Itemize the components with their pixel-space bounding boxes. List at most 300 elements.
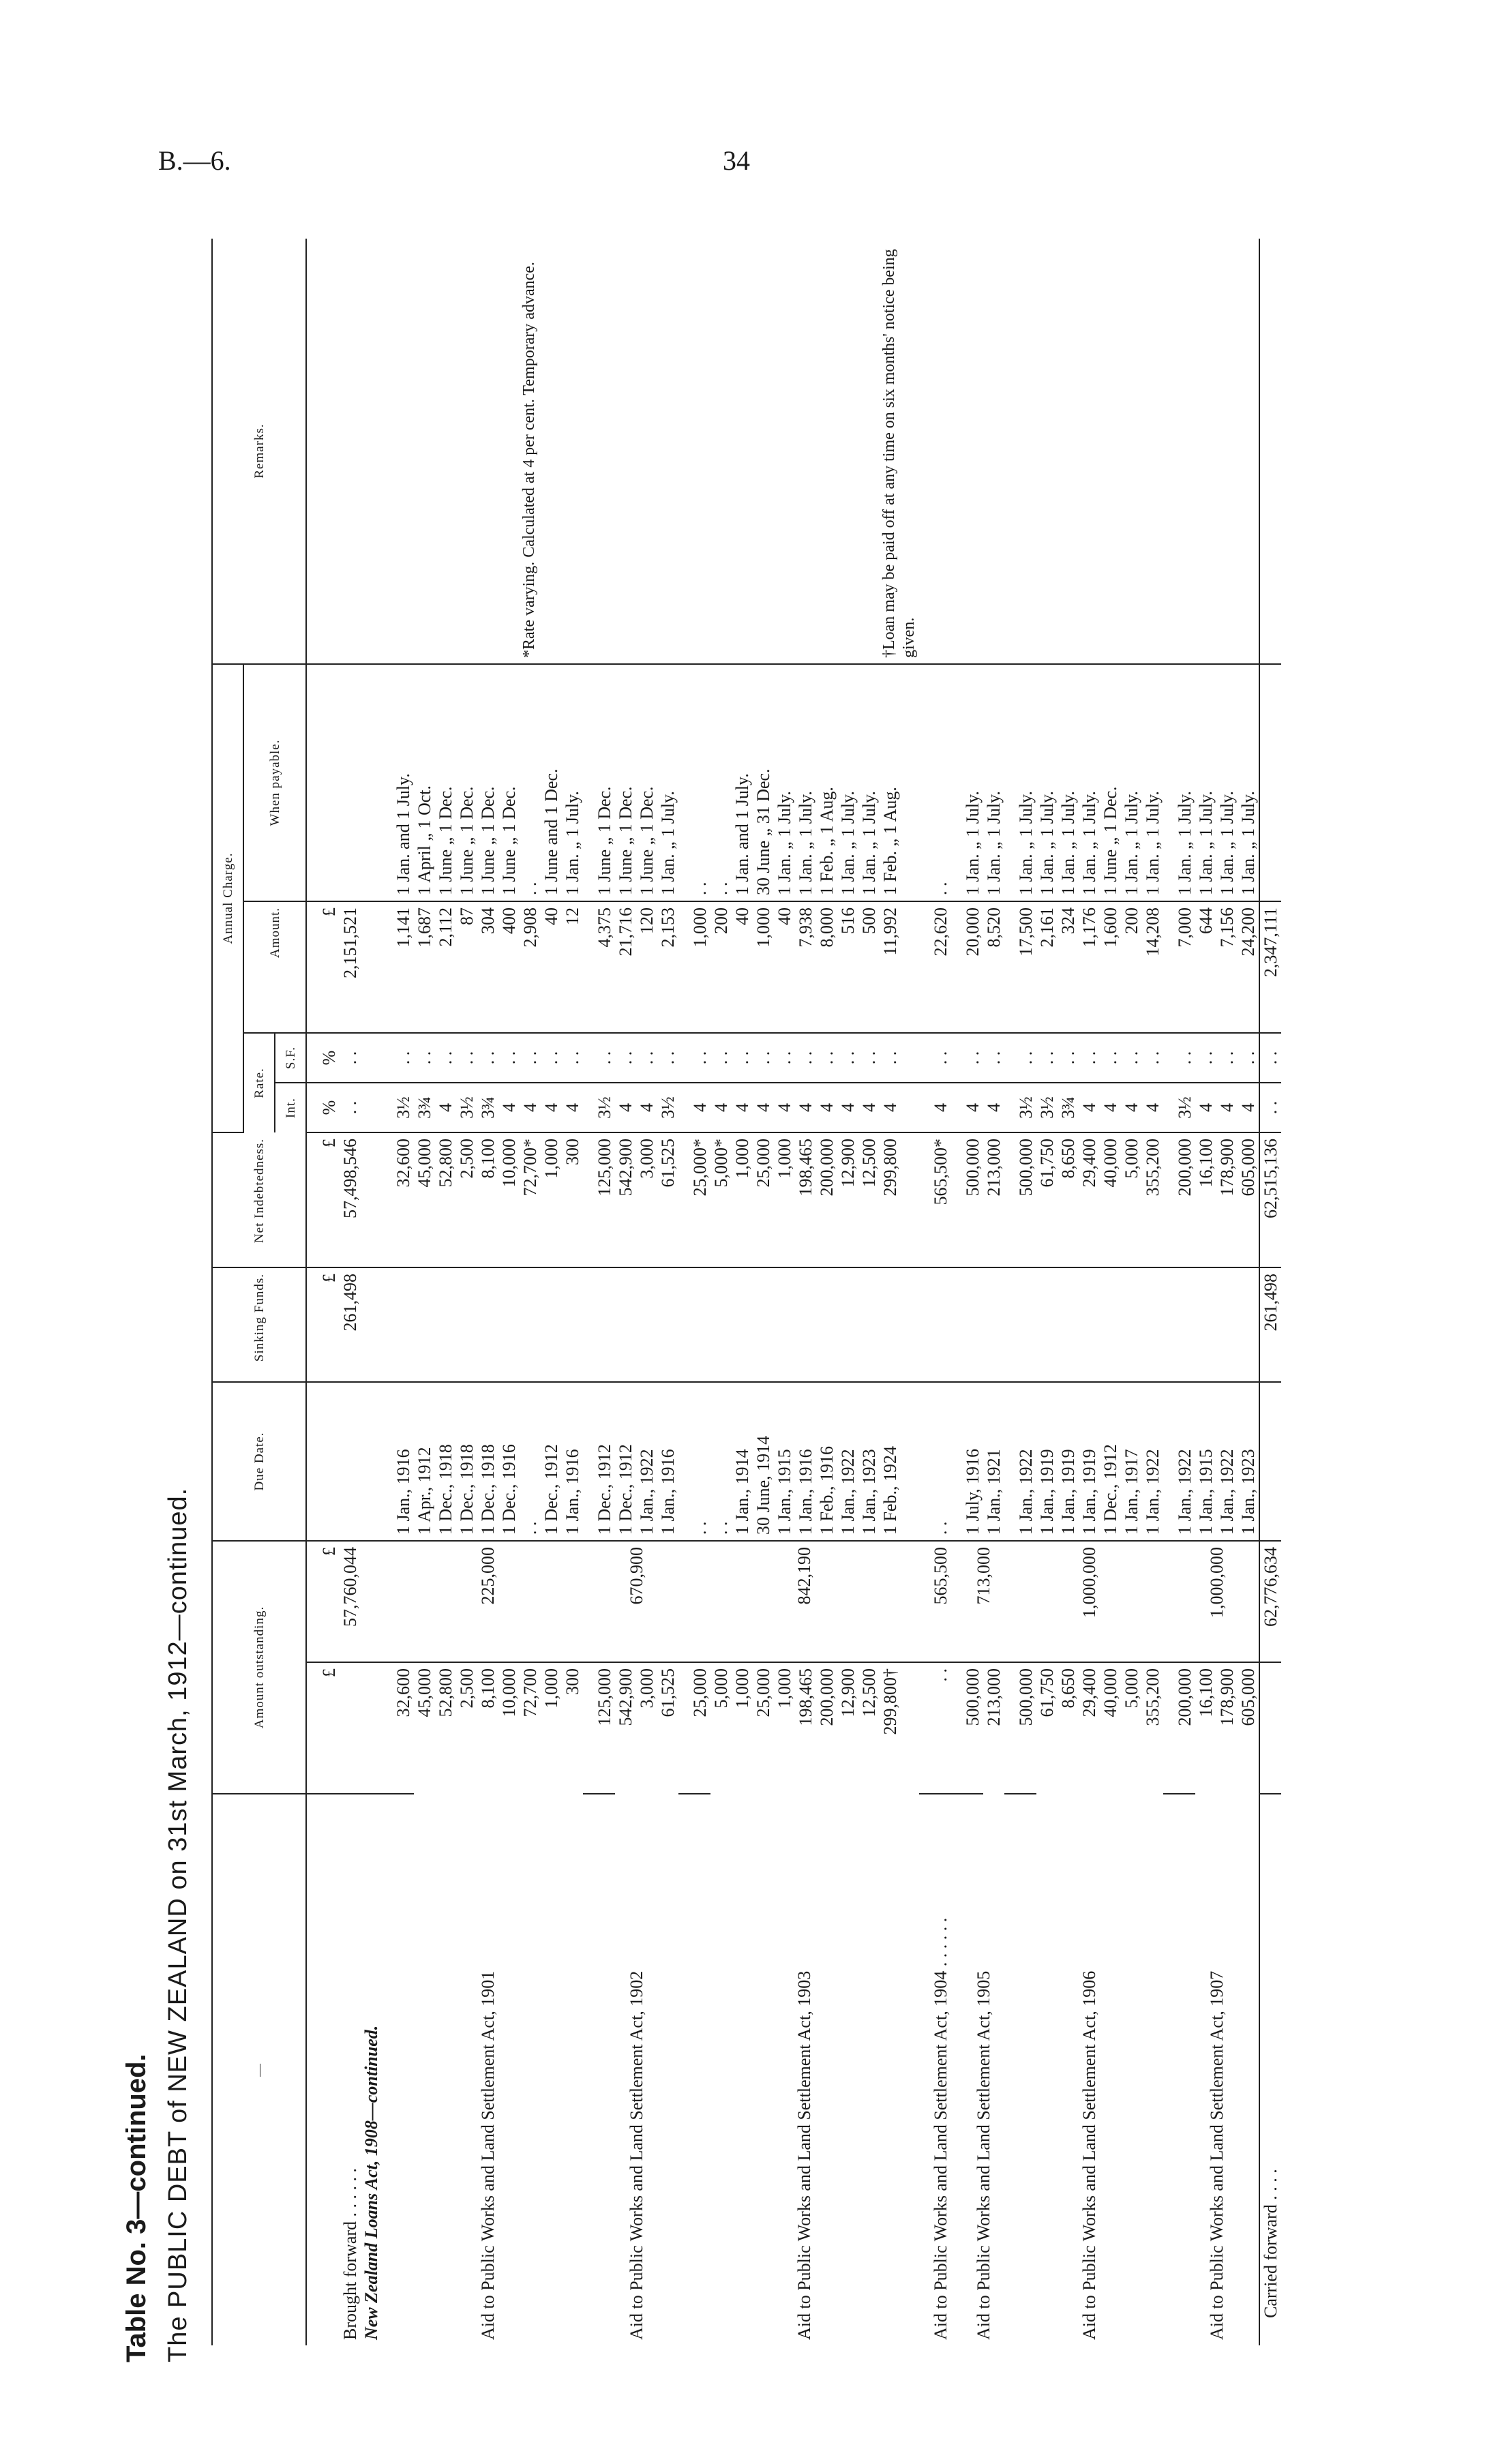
spacer-cell bbox=[583, 901, 594, 1033]
spacer-cell bbox=[1163, 1267, 1174, 1382]
annual-charge: 200 bbox=[710, 901, 732, 1033]
sinking-fund-rate: . . bbox=[1195, 1033, 1216, 1083]
sinking-fund-rate: . . bbox=[816, 1033, 837, 1083]
spacer-cell bbox=[1163, 1033, 1174, 1083]
remark bbox=[1142, 239, 1163, 664]
spacer-cell bbox=[678, 1794, 689, 2345]
loan-amount: 32,600 bbox=[393, 1662, 414, 1794]
interest-rate: 4 bbox=[636, 1083, 657, 1132]
spacer-cell bbox=[1163, 1132, 1174, 1267]
sinking-fund bbox=[562, 1267, 583, 1382]
annual-charge: 304 bbox=[477, 901, 498, 1033]
spacer-cell bbox=[382, 664, 393, 901]
group-spacer bbox=[919, 239, 930, 2345]
due-date: 1 Jan., 1923 bbox=[858, 1382, 880, 1541]
remark bbox=[795, 239, 816, 664]
loan-amount: 299,800† bbox=[880, 1668, 900, 1735]
loan-amount: 61,750 bbox=[1037, 1668, 1057, 1717]
act-total: 1,000,000 bbox=[1015, 1541, 1163, 1662]
sinking-fund-rate: . . bbox=[1216, 1033, 1238, 1083]
annual-charge: 7,938 bbox=[795, 901, 816, 1033]
interest-rate: 4 bbox=[498, 1083, 520, 1132]
unit-pound: £ bbox=[306, 901, 340, 1033]
act-label: Aid to Public Works and Land Settlement Act, 1907 bbox=[1206, 1970, 1227, 2340]
when-payable: 1 Jan. „ 1 July. bbox=[858, 664, 880, 901]
interest-rate: 4 bbox=[1238, 1083, 1259, 1132]
carried-forward-sf: . . bbox=[1259, 1033, 1281, 1083]
sinking-fund bbox=[930, 1267, 951, 1382]
col-annual-charge: Annual Charge. bbox=[212, 664, 243, 1132]
annual-charge: 7,156 bbox=[1216, 901, 1238, 1033]
carried-forward-sinking: 261,498 bbox=[1259, 1267, 1281, 1382]
when-payable: 1 Jan. „ 1 July. bbox=[1036, 664, 1058, 901]
sinking-fund bbox=[710, 1267, 732, 1382]
sinking-fund-rate: . . bbox=[689, 1033, 710, 1083]
unit-row bbox=[306, 239, 340, 2345]
act-total: 1,000,000 bbox=[1174, 1541, 1259, 1662]
net-indebtedness: 32,600 bbox=[393, 1132, 414, 1267]
sinking-fund bbox=[456, 1267, 477, 1382]
spacer-cell bbox=[1004, 1132, 1015, 1267]
remark bbox=[753, 239, 774, 664]
annual-charge: 1,141 bbox=[393, 901, 414, 1033]
remark bbox=[816, 239, 837, 664]
net-indebtedness: 2,500 bbox=[456, 1132, 477, 1267]
net-indebtedness: 12,500 bbox=[858, 1132, 880, 1267]
interest-rate: 4 bbox=[1121, 1083, 1142, 1132]
net-indebtedness: 565,500* bbox=[930, 1132, 951, 1267]
loan-amount: 3,000 bbox=[637, 1668, 657, 1709]
loan-amount: 2,500 bbox=[457, 1668, 477, 1709]
carried-forward-row bbox=[1259, 239, 1281, 2345]
spacer-cell bbox=[382, 901, 393, 1033]
remark bbox=[1216, 239, 1238, 664]
spacer-cell bbox=[678, 1267, 689, 1382]
loan-amount: 5,000 bbox=[711, 1668, 731, 1709]
sinking-fund-rate: . . bbox=[858, 1033, 880, 1083]
when-payable: 1 Jan. „ 1 July. bbox=[795, 664, 816, 901]
sinking-fund-rate: . . bbox=[520, 1033, 541, 1083]
annual-charge: 400 bbox=[498, 901, 520, 1033]
sinking-fund-rate: . . bbox=[1174, 1033, 1195, 1083]
col-amount-outstanding: Amount outstanding. bbox=[212, 1541, 306, 1794]
loan-amount: 1,000 bbox=[775, 1668, 794, 1709]
interest-rate: 3½ bbox=[657, 1083, 678, 1132]
spacer-cell bbox=[678, 1132, 689, 1267]
due-date: 1 Feb., 1924 bbox=[880, 1382, 919, 1541]
remark bbox=[858, 239, 880, 664]
remark bbox=[414, 239, 435, 664]
when-payable: 1 Jan. „ 1 July. bbox=[1142, 664, 1163, 901]
when-payable: 1 Feb. „ 1 Aug. bbox=[880, 664, 919, 901]
spacer-cell bbox=[951, 1267, 962, 1382]
interest-rate: 4 bbox=[1100, 1083, 1121, 1132]
col-rate: Rate. bbox=[243, 1033, 275, 1132]
when-payable: 1 June and 1 Dec. bbox=[541, 664, 562, 901]
due-date: 1 Jan., 1923 bbox=[1238, 1382, 1259, 1541]
loan-amount: 5,000 bbox=[1122, 1668, 1141, 1709]
debt-row bbox=[594, 239, 615, 2345]
loan-amount: 605,000 bbox=[1238, 1668, 1258, 1726]
sinking-fund-rate: . . bbox=[1121, 1033, 1142, 1083]
net-indebtedness: 605,000 bbox=[1238, 1132, 1259, 1267]
group-spacer bbox=[1163, 239, 1174, 2345]
due-date: 1 Jan., 1917 bbox=[1121, 1382, 1142, 1541]
annual-charge: 2,112 bbox=[435, 901, 456, 1033]
sinking-fund bbox=[1079, 1267, 1100, 1382]
interest-rate: 3½ bbox=[456, 1083, 477, 1132]
annual-charge: 20,000 bbox=[962, 901, 983, 1033]
remark bbox=[774, 239, 795, 664]
act-total: 842,190 bbox=[689, 1541, 919, 1662]
annual-charge: 24,200 bbox=[1238, 901, 1259, 1033]
interest-rate: 4 bbox=[1216, 1083, 1238, 1132]
sinking-fund-rate: . . bbox=[710, 1033, 732, 1083]
sinking-fund-rate: . . bbox=[930, 1033, 951, 1083]
remark bbox=[732, 239, 753, 664]
net-indebtedness: 542,900 bbox=[615, 1132, 636, 1267]
sinking-fund bbox=[1058, 1267, 1079, 1382]
spacer-cell bbox=[1004, 1033, 1015, 1083]
loan-amount: 355,200 bbox=[1143, 1668, 1163, 1726]
loan-amount: 300 bbox=[563, 1668, 582, 1695]
sinking-fund-rate: . . bbox=[983, 1033, 1004, 1083]
col-remarks: Remarks. bbox=[212, 239, 306, 664]
due-date: 1 July, 1916 bbox=[962, 1382, 983, 1541]
due-date: 1 Dec., 1918 bbox=[477, 1382, 498, 1541]
spacer-cell bbox=[919, 664, 930, 901]
spacer-cell bbox=[1004, 1794, 1015, 2345]
sinking-fund bbox=[520, 1267, 541, 1382]
loan-amount: 1,000 bbox=[541, 1668, 561, 1709]
brought-forward-int: . . bbox=[340, 1083, 361, 1132]
due-date: 1 Jan., 1919 bbox=[1036, 1382, 1058, 1541]
loan-amount: . . bbox=[930, 1662, 951, 1794]
loan-amount: 8,650 bbox=[1058, 1668, 1078, 1709]
act-total: 225,000 bbox=[393, 1541, 583, 1662]
sinking-fund bbox=[858, 1267, 880, 1382]
sinking-fund bbox=[498, 1267, 520, 1382]
interest-rate: 4 bbox=[930, 1083, 951, 1132]
debt-row bbox=[1015, 239, 1036, 2345]
sinking-fund-rate: . . bbox=[837, 1033, 858, 1083]
interest-rate: 4 bbox=[541, 1083, 562, 1132]
due-date: 1 Jan., 1919 bbox=[1058, 1382, 1079, 1541]
when-payable: 1 June „ 1 Dec. bbox=[615, 664, 636, 901]
annual-charge: 17,500 bbox=[1015, 901, 1036, 1033]
brought-forward-net: 57,498,546 bbox=[340, 1132, 361, 1267]
when-payable: 1 June „ 1 Dec. bbox=[594, 664, 615, 901]
sinking-fund bbox=[615, 1267, 636, 1382]
due-date: 1 Jan., 1916 bbox=[562, 1382, 583, 1541]
due-date: 1 Dec., 1918 bbox=[456, 1382, 477, 1541]
when-payable: 1 Jan. „ 1 July. bbox=[657, 664, 678, 901]
spacer-cell bbox=[1004, 1083, 1015, 1132]
net-indebtedness: 5,000* bbox=[710, 1132, 732, 1267]
sinking-fund bbox=[414, 1267, 435, 1382]
brought-forward-amount: 2,151,521 bbox=[340, 901, 361, 1033]
sinking-fund-rate: . . bbox=[795, 1033, 816, 1083]
due-date: 1 Dec., 1912 bbox=[594, 1382, 615, 1541]
remark bbox=[1121, 239, 1142, 664]
remark bbox=[962, 239, 983, 664]
sinking-fund-rate: . . bbox=[1015, 1033, 1036, 1083]
due-date: 1 Dec., 1912 bbox=[1100, 1382, 1121, 1541]
annual-charge: 1,000 bbox=[753, 901, 774, 1033]
spacer-cell bbox=[583, 1267, 594, 1382]
interest-rate: 3½ bbox=[393, 1083, 414, 1132]
interest-rate: 4 bbox=[753, 1083, 774, 1132]
act-heading: New Zealand Loans Act, 1908—continued. bbox=[361, 2025, 381, 2340]
net-indebtedness: 1,000 bbox=[732, 1132, 753, 1267]
spacer-cell bbox=[1163, 1083, 1174, 1132]
when-payable: 1 Jan. „ 1 July. bbox=[562, 664, 583, 901]
sinking-fund-rate: . . bbox=[393, 1033, 414, 1083]
spacer-cell bbox=[919, 1267, 930, 1382]
interest-rate: 3¾ bbox=[1058, 1083, 1079, 1132]
sinking-fund-rate: . . bbox=[1142, 1033, 1163, 1083]
net-indebtedness: 213,000 bbox=[983, 1132, 1004, 1267]
spacer-cell bbox=[951, 1794, 962, 2345]
when-payable: 1 June „ 1 Dec. bbox=[636, 664, 657, 901]
spacer-cell bbox=[678, 1382, 689, 1541]
col-net-indebtedness: Net Indebtedness. bbox=[212, 1132, 306, 1267]
when-payable: 1 June „ 1 Dec. bbox=[435, 664, 456, 901]
spacer-cell bbox=[1004, 1382, 1015, 1541]
sinking-fund bbox=[435, 1267, 456, 1382]
loan-amount: 52,800 bbox=[436, 1668, 455, 1717]
spacer-cell bbox=[678, 1033, 689, 1083]
spacer-cell bbox=[951, 1132, 962, 1267]
act-label: Aid to Public Works and Land Settlement Act, 1904 . . . . . . bbox=[931, 1917, 950, 2340]
when-payable: . . bbox=[710, 664, 732, 901]
when-payable: 1 Jan. „ 1 July. bbox=[774, 664, 795, 901]
interest-rate: 3½ bbox=[1036, 1083, 1058, 1132]
due-date: 1 Jan., 1915 bbox=[1195, 1382, 1216, 1541]
spacer-cell bbox=[951, 239, 962, 664]
sinking-fund bbox=[1100, 1267, 1121, 1382]
spacer-cell bbox=[1004, 1267, 1015, 1382]
interest-rate: 4 bbox=[795, 1083, 816, 1132]
sinking-fund-rate: . . bbox=[541, 1033, 562, 1083]
spacer-cell bbox=[382, 1083, 393, 1132]
spacer-cell bbox=[583, 239, 594, 664]
sinking-fund bbox=[837, 1267, 858, 1382]
interest-rate: 4 bbox=[689, 1083, 710, 1132]
public-debt-table bbox=[211, 239, 1281, 2345]
annual-charge: 1,687 bbox=[414, 901, 435, 1033]
col-rate-sf: S.F. bbox=[275, 1033, 306, 1083]
sinking-fund-rate: . . bbox=[1100, 1033, 1121, 1083]
rotated-table-sheet bbox=[109, 215, 1370, 2362]
remark bbox=[657, 239, 678, 664]
spacer-cell bbox=[583, 1662, 594, 1794]
brought-forward-sinking: 261,498 bbox=[340, 1267, 361, 1382]
interest-rate: 4 bbox=[880, 1083, 919, 1132]
spacer-cell bbox=[919, 1662, 930, 1794]
sinking-fund bbox=[689, 1267, 710, 1382]
act-label: Aid to Public Works and Land Settlement Act, 1905 bbox=[973, 1970, 993, 2340]
remark bbox=[541, 239, 562, 664]
sinking-fund bbox=[657, 1267, 678, 1382]
remark bbox=[1058, 239, 1079, 664]
spacer-cell bbox=[951, 1541, 962, 1662]
net-indebtedness: 3,000 bbox=[636, 1132, 657, 1267]
loan-amount: 40,000 bbox=[1100, 1668, 1120, 1717]
spacer-cell bbox=[583, 1033, 594, 1083]
interest-rate: 4 bbox=[562, 1083, 583, 1132]
spacer-cell bbox=[951, 1662, 962, 1794]
interest-rate: 3¾ bbox=[414, 1083, 435, 1132]
when-payable: 1 Feb. „ 1 Aug. bbox=[816, 664, 837, 901]
spacer-cell bbox=[382, 1382, 393, 1541]
unit-pound: £ bbox=[306, 1662, 340, 1794]
annual-charge: 40 bbox=[732, 901, 753, 1033]
sinking-fund bbox=[732, 1267, 753, 1382]
col-amount: Amount. bbox=[243, 901, 306, 1033]
spacer-cell bbox=[1163, 664, 1174, 901]
spacer-cell bbox=[919, 1132, 930, 1267]
sinking-fund bbox=[636, 1267, 657, 1382]
annual-charge: 200 bbox=[1121, 901, 1142, 1033]
sinking-fund-rate: . . bbox=[435, 1033, 456, 1083]
sinking-fund-rate: . . bbox=[414, 1033, 435, 1083]
annual-charge: 87 bbox=[456, 901, 477, 1033]
sinking-fund-rate: . . bbox=[774, 1033, 795, 1083]
spacer-cell bbox=[919, 1541, 930, 1662]
remark bbox=[562, 239, 583, 664]
spacer-cell bbox=[583, 1382, 594, 1541]
spacer-cell bbox=[919, 1083, 930, 1132]
when-payable: 1 June „ 1 Dec. bbox=[456, 664, 477, 901]
interest-rate: 4 bbox=[774, 1083, 795, 1132]
spacer-cell bbox=[1163, 1382, 1174, 1541]
carried-forward-outstanding: 62,776,634 bbox=[1259, 1541, 1281, 1662]
remark bbox=[1238, 239, 1259, 664]
loan-amount: 500,000 bbox=[962, 1662, 983, 1794]
spacer-cell bbox=[382, 1132, 393, 1267]
net-indebtedness: 1,000 bbox=[774, 1132, 795, 1267]
sinking-fund bbox=[962, 1267, 983, 1382]
due-date: 1 Jan., 1922 bbox=[1015, 1382, 1036, 1541]
due-date: 1 Jan., 1919 bbox=[1079, 1382, 1100, 1541]
remark bbox=[1174, 239, 1195, 664]
due-date: 1 Jan., 1921 bbox=[983, 1382, 1004, 1541]
act-label: Aid to Public Works and Land Settlement Act, 1906 bbox=[1079, 1970, 1099, 2340]
when-payable: 1 Jan. „ 1 July. bbox=[1216, 664, 1238, 901]
spacer-cell bbox=[1163, 1662, 1174, 1794]
spacer-cell bbox=[382, 1267, 393, 1382]
brought-forward-row bbox=[340, 239, 361, 2345]
net-indebtedness: 25,000 bbox=[753, 1132, 774, 1267]
annual-charge: 644 bbox=[1195, 901, 1216, 1033]
remark bbox=[710, 239, 732, 664]
sinking-fund bbox=[880, 1267, 919, 1382]
spacer-cell bbox=[1163, 239, 1174, 664]
sinking-fund-rate: . . bbox=[732, 1033, 753, 1083]
net-indebtedness: 500,000 bbox=[1015, 1132, 1036, 1267]
group-spacer bbox=[583, 239, 594, 2345]
sinking-fund bbox=[1195, 1267, 1216, 1382]
due-date: . . bbox=[930, 1382, 951, 1541]
spacer-cell bbox=[583, 1083, 594, 1132]
sinking-fund bbox=[1142, 1267, 1163, 1382]
interest-rate: 4 bbox=[435, 1083, 456, 1132]
spacer-cell bbox=[919, 1033, 930, 1083]
carried-forward-label: Carried forward . . . . bbox=[1259, 1794, 1281, 2345]
sinking-fund-rate: . . bbox=[562, 1033, 583, 1083]
remark bbox=[636, 239, 657, 664]
annual-charge: 8,520 bbox=[983, 901, 1004, 1033]
spacer-cell bbox=[951, 664, 962, 901]
spacer-cell bbox=[919, 1382, 930, 1541]
due-date: 1 Jan., 1922 bbox=[636, 1382, 657, 1541]
spacer-cell bbox=[951, 1083, 962, 1132]
due-date: 1 Apr., 1912 bbox=[414, 1382, 435, 1541]
when-payable: . . bbox=[520, 664, 541, 901]
spacer-cell bbox=[583, 1132, 594, 1267]
net-indebtedness: 1,000 bbox=[541, 1132, 562, 1267]
spacer-cell bbox=[1004, 239, 1015, 664]
annual-charge: 324 bbox=[1058, 901, 1079, 1033]
interest-rate: 3½ bbox=[1174, 1083, 1195, 1132]
unit-pound: £ bbox=[306, 1541, 340, 1662]
sinking-fund-rate: . . bbox=[1079, 1033, 1100, 1083]
sinking-fund-rate: . . bbox=[657, 1033, 678, 1083]
remark bbox=[456, 239, 477, 664]
when-payable: 1 June „ 1 Dec. bbox=[477, 664, 498, 901]
when-payable: 1 April „ 1 Oct. bbox=[414, 664, 435, 901]
sinking-fund bbox=[541, 1267, 562, 1382]
loan-amount: 25,000 bbox=[689, 1662, 710, 1794]
due-date: 1 Jan., 1916 bbox=[795, 1382, 816, 1541]
remark bbox=[1015, 239, 1036, 664]
spacer-cell bbox=[951, 901, 962, 1033]
interest-rate: 4 bbox=[837, 1083, 858, 1132]
remark bbox=[1100, 239, 1121, 664]
sinking-fund bbox=[477, 1267, 498, 1382]
due-date: 1 Dec., 1912 bbox=[541, 1382, 562, 1541]
annual-charge: 516 bbox=[837, 901, 858, 1033]
due-date: 1 Jan., 1915 bbox=[774, 1382, 795, 1541]
remark bbox=[689, 239, 710, 664]
annual-charge: 2,908 bbox=[520, 901, 541, 1033]
loan-amount: 12,500 bbox=[859, 1668, 879, 1717]
spacer-cell bbox=[951, 1033, 962, 1083]
spacer-cell bbox=[678, 664, 689, 901]
spacer-cell bbox=[1163, 901, 1174, 1033]
loan-amount: 72,700 bbox=[520, 1668, 540, 1717]
sinking-fund-rate: . . bbox=[594, 1033, 615, 1083]
interest-rate: 4 bbox=[983, 1083, 1004, 1132]
act-label: Aid to Public Works and Land Settlement Act, 1901 bbox=[478, 1970, 498, 2340]
sinking-fund bbox=[795, 1267, 816, 1382]
carried-forward-int: . . bbox=[1259, 1083, 1281, 1132]
annual-charge: 1,600 bbox=[1100, 901, 1121, 1033]
due-date: . . bbox=[710, 1382, 732, 1541]
net-indebtedness: 299,800 bbox=[880, 1132, 919, 1267]
remark bbox=[477, 239, 498, 664]
table-subtitle: The PUBLIC DEBT of NEW ZEALAND on 31st March, 1912—continued. bbox=[164, 1487, 192, 2362]
sinking-fund-rate: . . bbox=[753, 1033, 774, 1083]
when-payable: 1 Jan. „ 1 July. bbox=[1195, 664, 1216, 901]
loan-amount: 12,900 bbox=[838, 1668, 858, 1717]
sinking-fund-rate: . . bbox=[880, 1033, 919, 1083]
act-label: Aid to Public Works and Land Settlement Act, 1903 bbox=[794, 1970, 814, 2340]
due-date: 1 Jan., 1922 bbox=[1174, 1382, 1195, 1541]
when-payable: 1 Jan. „ 1 July. bbox=[1174, 664, 1195, 901]
act-total: 670,900 bbox=[594, 1541, 678, 1662]
